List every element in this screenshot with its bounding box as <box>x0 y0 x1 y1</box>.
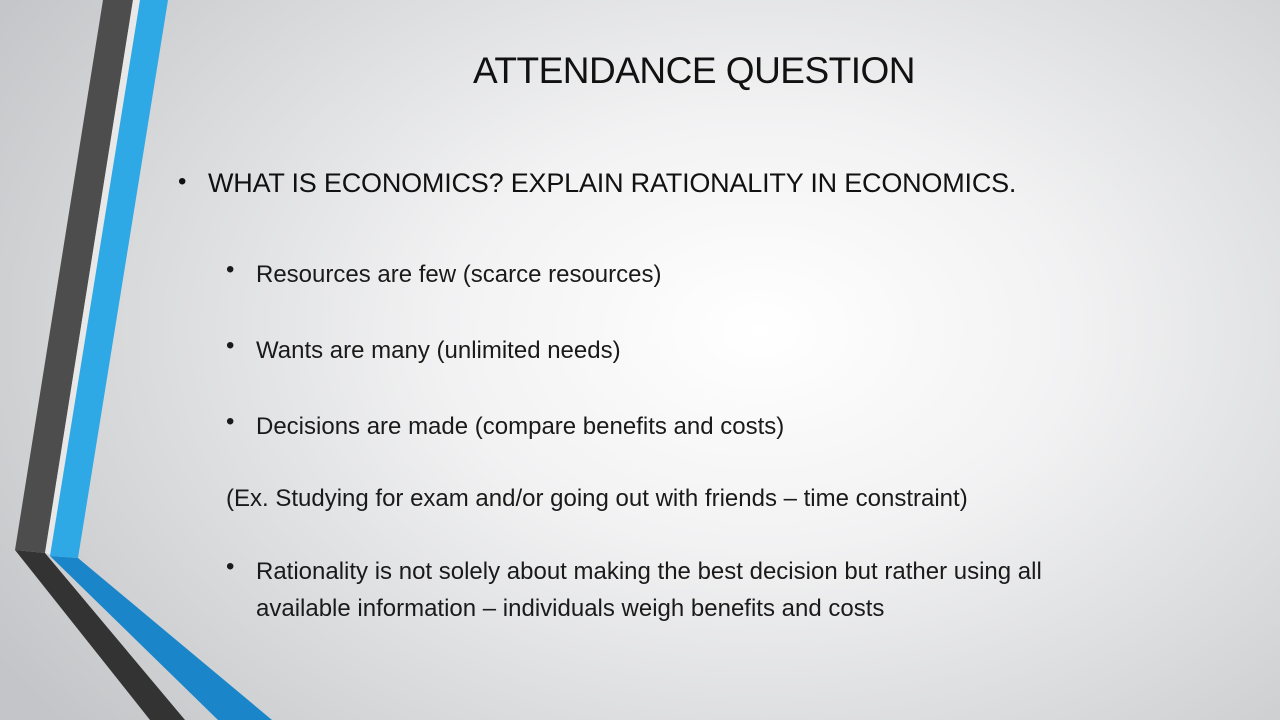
point-text-1: Resources are few (scarce resources) <box>256 261 662 288</box>
rationality-line-2: available information – individuals weigh benefits and costs <box>256 595 885 622</box>
bullet-dot: • <box>226 553 235 580</box>
rationality-line-1: Rationality is not solely about making the best decision but rather using all <box>256 558 1042 585</box>
decorative-stripes <box>0 0 280 720</box>
bullet-dot: • <box>178 168 187 195</box>
bullet-dot: • <box>226 256 235 283</box>
bullet-dot: • <box>226 408 235 435</box>
point-text-2: Wants are many (unlimited needs) <box>256 337 621 364</box>
slide-title: ATTENDANCE QUESTION <box>472 50 916 91</box>
bullet-dot: • <box>226 332 235 359</box>
example-text: (Ex. Studying for exam and/or going out with friends – time constraint) <box>226 485 968 512</box>
question-text: WHAT IS ECONOMICS? EXPLAIN RATIONALITY IN ECONOMICS. <box>208 168 1017 198</box>
rationality-text <box>256 553 1042 627</box>
point-text-3: Decisions are made (compare benefits and costs) <box>256 413 785 440</box>
